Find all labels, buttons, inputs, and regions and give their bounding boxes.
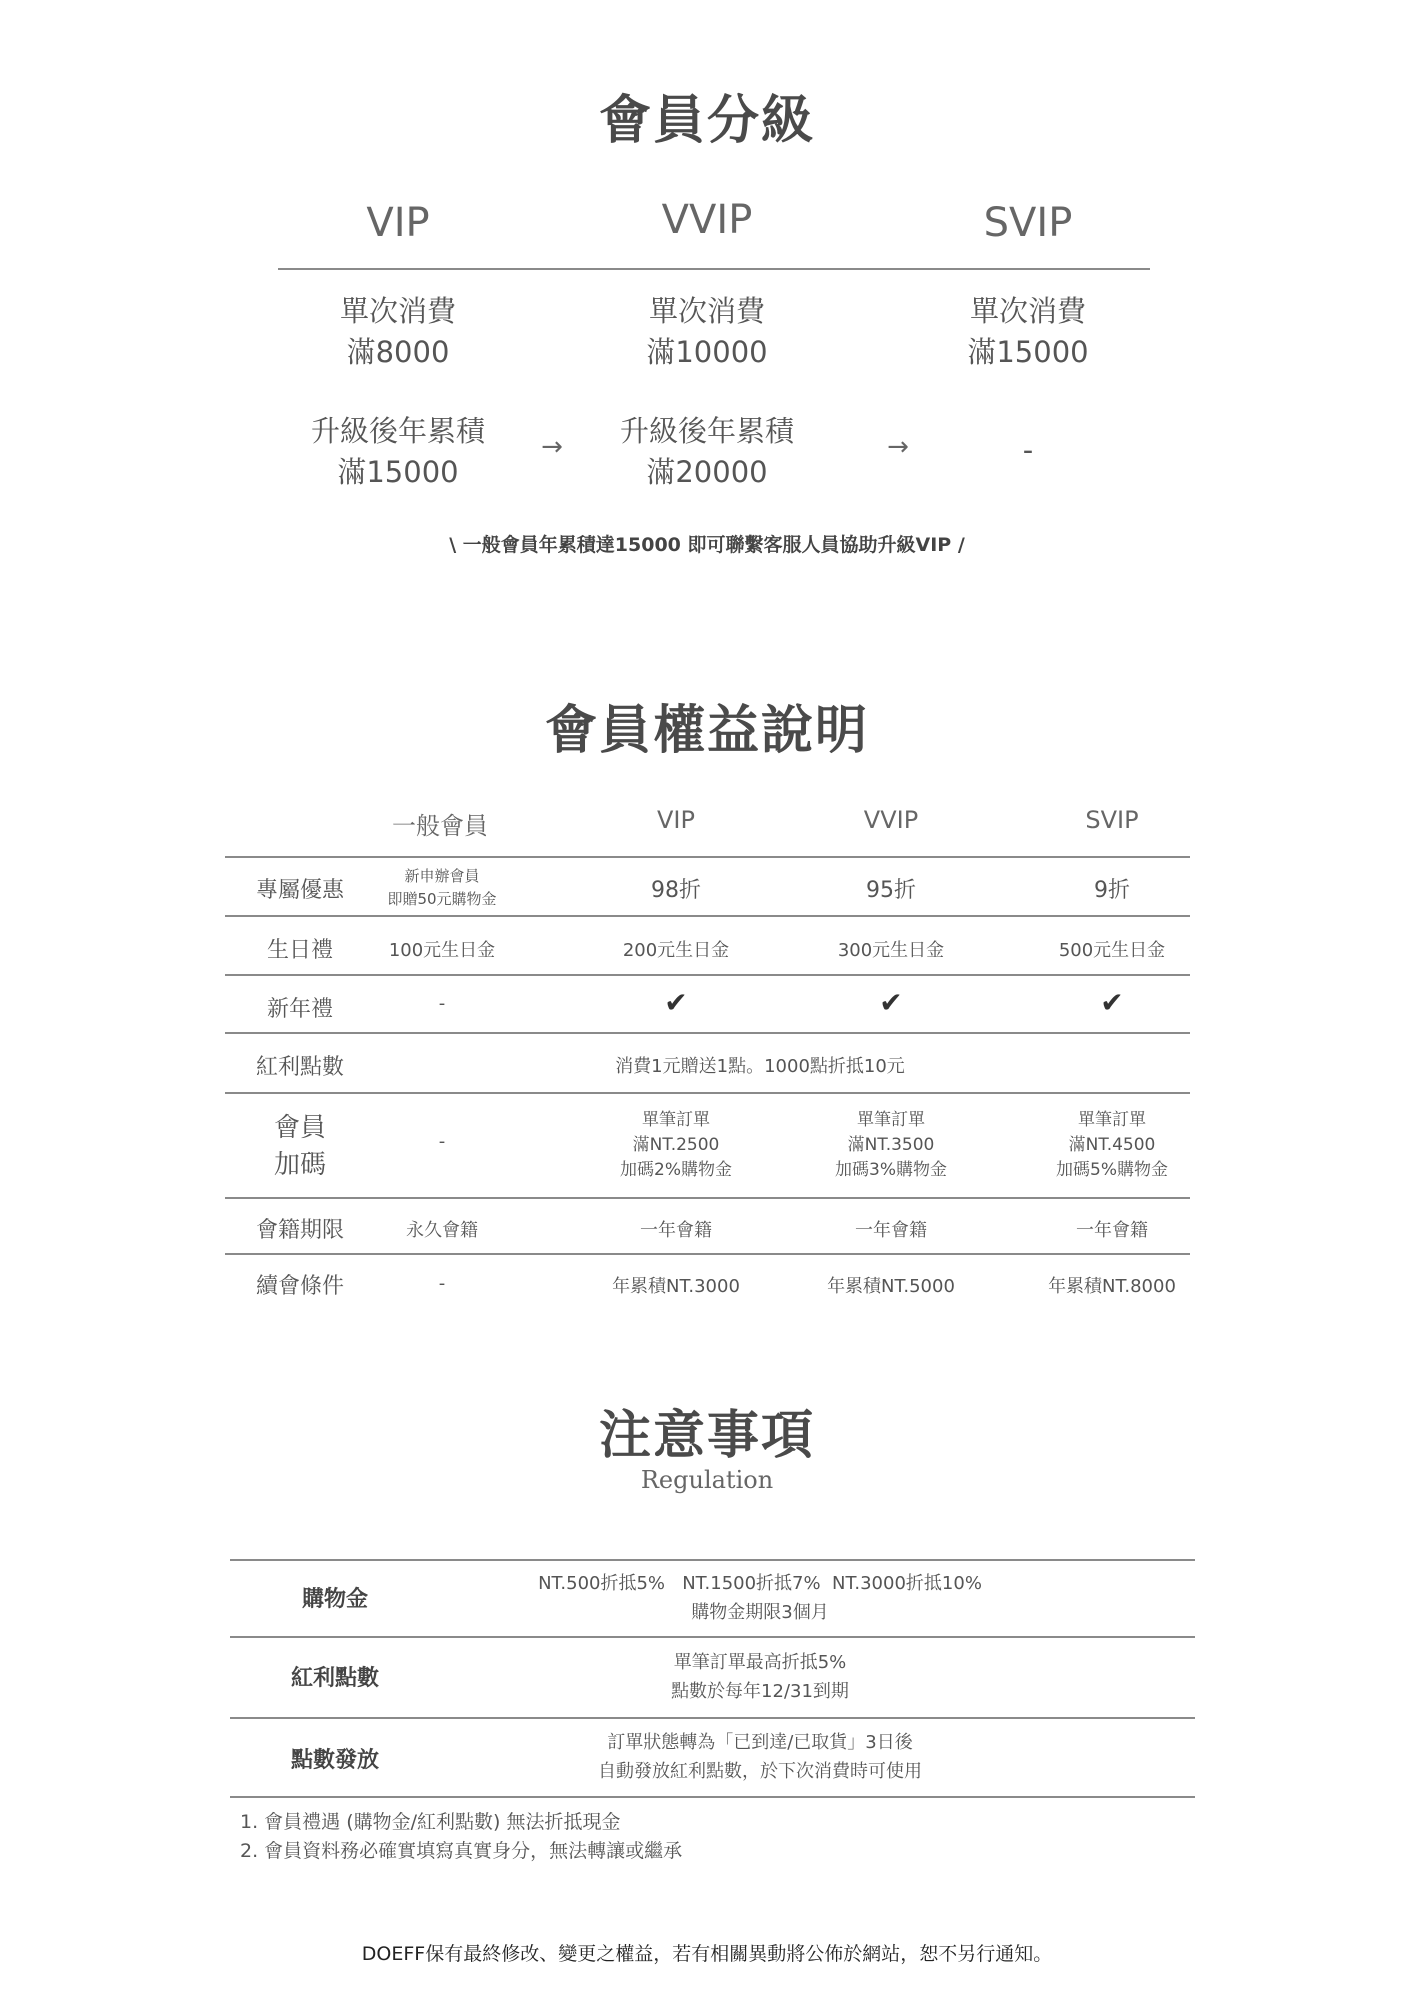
reg-label-points: 紅利點數 bbox=[290, 1666, 379, 1691]
bonus-vip-line: 單筆訂單 bbox=[642, 1110, 710, 1130]
reg-shopping-credit-text bbox=[460, 1569, 1060, 1627]
reg-points-text bbox=[460, 1648, 1060, 1706]
reg-divider bbox=[230, 1636, 1195, 1638]
cell-birthday-vvip: 300元生日金 bbox=[837, 940, 945, 961]
vip-single-purchase bbox=[288, 291, 508, 373]
col-vvip: VVIP bbox=[863, 806, 919, 834]
tiers-divider bbox=[278, 268, 1150, 270]
bonus-vip-line: 加碼2%購物金 bbox=[620, 1160, 732, 1180]
tiers-title: 會員分級 bbox=[598, 91, 815, 151]
cell-exclusive-svip: 9折 bbox=[1094, 878, 1130, 903]
row-label-renewal: 續會條件 bbox=[255, 1274, 344, 1299]
svip-single-label: 單次消費 bbox=[969, 294, 1086, 328]
bonus-svip-line: 滿NT.4500 bbox=[1068, 1135, 1156, 1155]
arrow-right-icon: → bbox=[887, 432, 909, 462]
cell-bonus-svip bbox=[1012, 1108, 1212, 1183]
cell-exclusive-general bbox=[362, 865, 522, 911]
vip-single-amount: 滿8000 bbox=[346, 335, 450, 369]
bonus-vvip-line: 加碼3%購物金 bbox=[835, 1160, 947, 1180]
vvip-single-label: 單次消費 bbox=[648, 294, 765, 328]
vvip-annual-label: 升級後年累積 bbox=[619, 414, 794, 448]
regulation-title: 注意事項 bbox=[598, 1406, 815, 1466]
upgrade-note: \ 一般會員年累積達15000 即可聯繫客服人員協助升級VIP / bbox=[449, 534, 965, 556]
cell-newyear-general: - bbox=[438, 993, 446, 1014]
bonus-label-line1: 會員 bbox=[273, 1113, 326, 1143]
cell-renewal-vip: 年累積NT.3000 bbox=[612, 1276, 740, 1297]
exclusive-general-line1: 新申辦會員 bbox=[404, 867, 480, 885]
reg-label-shopping-credit: 購物金 bbox=[301, 1587, 368, 1612]
footer-disclaimer: DOEFF保有最終修改、變更之權益，若有相關異動將公佈於網站，恕不另行通知。 bbox=[361, 1943, 1053, 1965]
col-svip: SVIP bbox=[1085, 806, 1139, 834]
check-icon: ✔ bbox=[879, 986, 903, 1019]
vip-annual-label: 升級後年累積 bbox=[310, 414, 485, 448]
vvip-annual-upgrade bbox=[597, 411, 817, 493]
vip-single-label: 單次消費 bbox=[339, 294, 456, 328]
tier-header-svip: SVIP bbox=[983, 200, 1073, 246]
col-general: 一般會員 bbox=[392, 812, 488, 840]
svip-single-amount: 滿15000 bbox=[967, 335, 1089, 369]
reg-label-issue: 點數發放 bbox=[290, 1748, 379, 1773]
bonus-vip-line: 滿NT.2500 bbox=[632, 1135, 720, 1155]
reg-issue-text bbox=[460, 1728, 1060, 1786]
cell-period-vvip: 一年會籍 bbox=[855, 1220, 927, 1241]
vip-annual-upgrade bbox=[288, 411, 508, 493]
svip-annual-upgrade bbox=[918, 430, 1138, 471]
cell-renewal-general: - bbox=[438, 1273, 446, 1294]
check-icon: ✔ bbox=[664, 986, 688, 1019]
reg-line: 點數於每年12/31到期 bbox=[671, 1681, 849, 1702]
check-icon: ✔ bbox=[1100, 986, 1124, 1019]
row-divider bbox=[225, 974, 1190, 976]
row-label-newyear: 新年禮 bbox=[266, 997, 333, 1022]
tier-header-vvip: VVIP bbox=[661, 197, 753, 243]
cell-birthday-general: 100元生日金 bbox=[388, 940, 496, 961]
regulation-subtitle: Regulation bbox=[640, 1466, 774, 1494]
cell-exclusive-vip: 98折 bbox=[651, 878, 701, 903]
row-divider bbox=[225, 1253, 1190, 1255]
col-vip: VIP bbox=[657, 806, 695, 834]
row-divider bbox=[225, 856, 1190, 858]
row-divider bbox=[225, 915, 1190, 917]
tier-header-vip: VIP bbox=[366, 200, 430, 246]
benefits-title: 會員權益說明 bbox=[544, 701, 869, 761]
cell-renewal-svip: 年累積NT.8000 bbox=[1048, 1276, 1176, 1297]
svip-single-purchase bbox=[918, 291, 1138, 373]
bonus-svip-line: 加碼5%購物金 bbox=[1056, 1160, 1168, 1180]
row-divider bbox=[225, 1032, 1190, 1034]
vvip-single-purchase bbox=[597, 291, 817, 373]
cell-period-general: 永久會籍 bbox=[406, 1220, 478, 1241]
cell-period-vip: 一年會籍 bbox=[640, 1220, 712, 1241]
cell-exclusive-vvip: 95折 bbox=[866, 878, 916, 903]
cell-bonus-general: - bbox=[438, 1131, 446, 1152]
vvip-single-amount: 滿10000 bbox=[646, 335, 768, 369]
vvip-annual-amount: 滿20000 bbox=[646, 455, 768, 489]
note-item: 2. 會員資料務必確實填寫真實身分，無法轉讓或繼承 bbox=[240, 1840, 683, 1862]
row-divider bbox=[225, 1197, 1190, 1199]
bonus-vvip-line: 單筆訂單 bbox=[857, 1110, 925, 1130]
reg-divider bbox=[230, 1717, 1195, 1719]
row-label-period: 會籍期限 bbox=[255, 1218, 344, 1243]
row-label-points: 紅利點數 bbox=[255, 1055, 344, 1080]
note-item: 1. 會員禮遇 (購物金/紅利點數) 無法折抵現金 bbox=[240, 1811, 621, 1833]
cell-points-all: 消費1元贈送1點。1000點折抵10元 bbox=[615, 1056, 905, 1077]
bonus-vvip-line: 滿NT.3500 bbox=[847, 1135, 935, 1155]
reg-line: 訂單狀態轉為「已到達/已取貨」3日後 bbox=[607, 1732, 913, 1753]
reg-line: 自動發放紅利點數，於下次消費時可使用 bbox=[598, 1761, 922, 1782]
reg-divider bbox=[230, 1796, 1195, 1798]
exclusive-general-line2: 即贈50元購物金 bbox=[387, 890, 497, 908]
vip-annual-amount: 滿15000 bbox=[337, 455, 459, 489]
reg-divider bbox=[230, 1559, 1195, 1561]
cell-birthday-vip: 200元生日金 bbox=[622, 940, 730, 961]
cell-bonus-vvip bbox=[791, 1108, 991, 1183]
svip-annual-label: - bbox=[1022, 433, 1034, 467]
cell-renewal-vvip: 年累積NT.5000 bbox=[827, 1276, 955, 1297]
cell-bonus-vip bbox=[576, 1108, 776, 1183]
row-label-exclusive: 專屬優惠 bbox=[255, 878, 344, 903]
reg-line: 購物金期限3個月 bbox=[691, 1602, 829, 1623]
bonus-label-line2: 加碼 bbox=[273, 1150, 326, 1180]
regulation-notes bbox=[240, 1808, 1140, 1866]
bonus-svip-line: 單筆訂單 bbox=[1078, 1110, 1146, 1130]
row-divider bbox=[225, 1092, 1190, 1094]
reg-line: 單筆訂單最高折抵5% bbox=[673, 1652, 847, 1673]
cell-birthday-svip: 500元生日金 bbox=[1058, 940, 1166, 961]
row-label-birthday: 生日禮 bbox=[266, 938, 333, 963]
cell-period-svip: 一年會籍 bbox=[1076, 1220, 1148, 1241]
arrow-right-icon: → bbox=[541, 432, 563, 462]
reg-line: NT.500折抵5% NT.1500折抵7% NT.3000折抵10% bbox=[538, 1573, 982, 1594]
